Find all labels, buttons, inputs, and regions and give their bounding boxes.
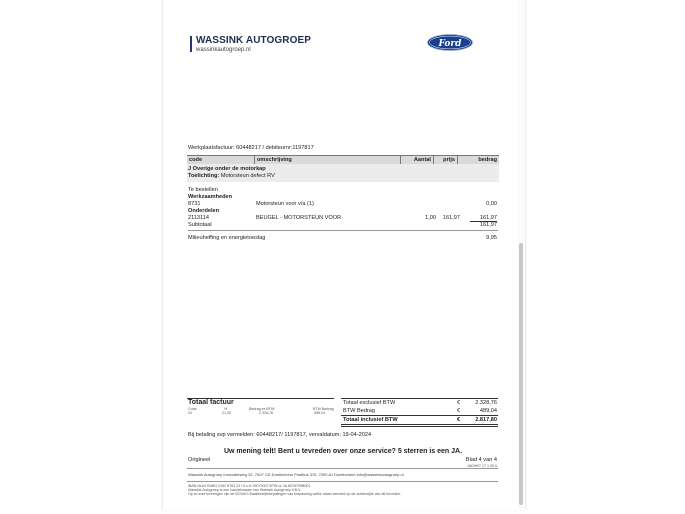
col-header-quantity: Aantal — [400, 156, 433, 164]
footer-address: Wassink Autogroep Innovatieweg 32, 7007 CD Doetinchem Postbus 376, 7000 AJ Doetinchem info@wassinkautogroep.nl — [188, 472, 404, 477]
group-title: J Overige onder de motorkap — [188, 166, 266, 172]
labor-description: Motorsteun voor v/a (1) — [256, 201, 314, 207]
payment-note: Bij betaling svp vermelden: 60448217/ 1197817, vervaldatum: 19-04-2024 — [188, 432, 372, 438]
feedback-banner: Uw mening telt! Bent u tevreden over onze service? 5 sterren is een JA. — [223, 448, 463, 455]
subtotal-rule — [188, 230, 498, 231]
vat-header-pct: % — [224, 407, 228, 411]
total-incl-value: 2.817,80 — [475, 417, 497, 423]
vat-row-pct: 21,00 — [222, 411, 231, 415]
footer-legal-3: Op al onze leveringen zijn de BOVAG-Staalbedrijfsbepalingen van toepassing welke staan vermeld op de achterzijde van dit formulier. — [188, 492, 402, 496]
total-excl-value: 2.328,76 — [475, 400, 497, 406]
parts-price: 161,97 — [442, 215, 460, 221]
total-incl-label: Totaal inclusief BTW — [343, 417, 398, 423]
parts-description: BEUGEL - MOTORSTEUN VOOR — [256, 215, 342, 221]
labor-amount: 0,00 — [486, 201, 497, 207]
ford-logo-text: Ford — [438, 38, 462, 49]
footer-rule — [187, 468, 498, 469]
vat-header-code: Code — [188, 407, 197, 411]
labor-code: 8731 — [188, 201, 201, 207]
col-header-code: code — [189, 157, 203, 163]
currency-incl: € — [457, 417, 461, 423]
vat-amount-value: 489,04 — [479, 408, 497, 414]
col-header-price: prijs — [433, 156, 457, 164]
page-info: Blad 4 van 4 — [465, 457, 497, 463]
vat-amount-label: BTW Bedrag — [343, 408, 376, 414]
footer-legal-2: Wassink Autogroep is een handelsnaam van Wassink Autogroep II B.V. — [188, 488, 302, 492]
vat-header-vat: BTW Bedrag — [313, 407, 334, 411]
currency-vat: € — [457, 408, 461, 414]
currency-excl: € — [457, 400, 461, 406]
logo-accent-bar — [190, 36, 192, 52]
total-incl-double-rule — [341, 424, 498, 427]
original-label: Origineel — [188, 457, 211, 463]
env-surcharge-label: Milieuheffing en energietoeslag — [188, 235, 266, 241]
parts-heading: Onderdelen — [188, 208, 220, 214]
to-order-label: Te bestellen — [188, 187, 218, 193]
subtotal-value: 161,97 — [479, 222, 497, 228]
vat-header-base: Bedrag ex BTW — [249, 407, 275, 411]
vat-row-vat: 489,04 — [314, 411, 325, 415]
env-surcharge-value: 9,95 — [486, 235, 497, 241]
vat-row-base: 2.328,76 — [259, 411, 273, 415]
note-label: Toelichting: — [188, 173, 220, 179]
note-line — [188, 173, 275, 180]
totals-title: Totaal factuur — [188, 399, 234, 406]
ford-logo-icon — [427, 34, 473, 51]
total-excl-label: Totaal exclusief BTW — [343, 400, 396, 406]
col-header-amount: bedrag — [457, 156, 499, 164]
scrollbar-thumb[interactable] — [519, 243, 523, 505]
invoice-reference: Werkplaatsfactuur: 60448217 / debiteurnr:1197817 — [188, 145, 314, 151]
subtotal-label: Subtotaal — [188, 222, 212, 228]
parts-quantity: 1,00 — [425, 215, 436, 221]
note-text: Motorsteun defect RV — [220, 173, 275, 179]
company-name: WASSINK AUTOGROEP — [196, 35, 312, 46]
parts-code: 2113114 — [188, 215, 209, 221]
labor-heading: Werkzaamheden — [188, 194, 233, 200]
footer-legal-1: IBAN NL64 RABO 0152 6763 23 / K.v.K 09073007 BTW nr. NL8076799B001 — [188, 484, 311, 488]
tiny-doc-code: JADHKT 17 1 00 5 — [467, 464, 497, 468]
totals-right-rule — [341, 398, 498, 399]
parts-amount: 161,97 — [479, 215, 497, 221]
totals-sum-rule — [341, 415, 498, 416]
company-website: wassinkautogroep.nl — [196, 47, 251, 53]
col-header-description: omschrijving — [254, 156, 400, 164]
footer-rule-2 — [187, 481, 498, 482]
vat-row-code: 24 — [188, 411, 192, 415]
